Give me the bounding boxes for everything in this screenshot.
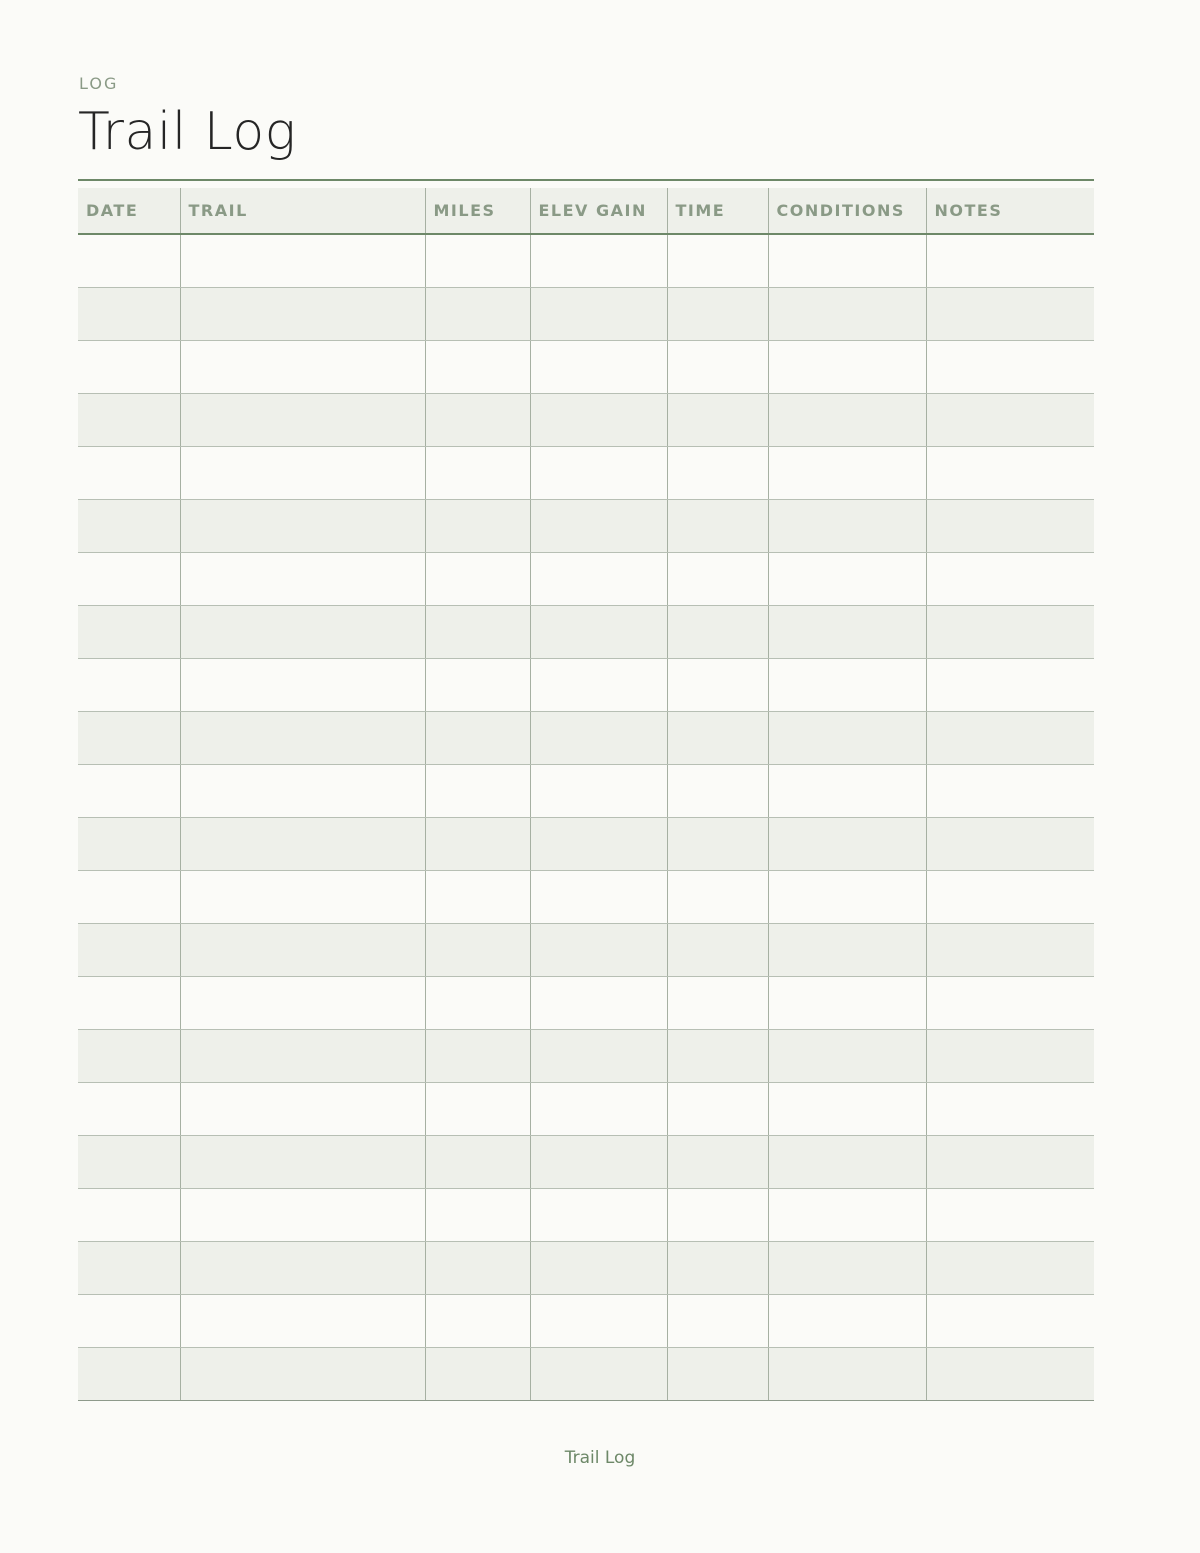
table-row (78, 764, 1094, 817)
cell-date[interactable] (78, 340, 180, 393)
cell-date[interactable] (78, 393, 180, 446)
page-footer: Trail Log (564, 1448, 636, 1468)
table-row (78, 976, 1094, 1029)
cell-trail[interactable] (180, 658, 425, 711)
cell-date[interactable] (78, 923, 180, 976)
cell-conditions[interactable] (768, 1029, 926, 1082)
cell-miles[interactable] (425, 1135, 530, 1188)
cell-time[interactable] (667, 393, 768, 446)
table-row (78, 870, 1094, 923)
cell-trail[interactable] (180, 764, 425, 817)
cell-miles[interactable] (425, 499, 530, 552)
cell-trail[interactable] (180, 1188, 425, 1241)
cell-trail[interactable] (180, 1294, 425, 1347)
cell-miles[interactable] (425, 605, 530, 658)
cell-trail[interactable] (180, 1347, 425, 1400)
cell-miles[interactable] (425, 923, 530, 976)
cell-trail[interactable] (180, 340, 425, 393)
cell-trail[interactable] (180, 870, 425, 923)
cell-conditions[interactable] (768, 923, 926, 976)
cell-trail[interactable] (180, 711, 425, 764)
cell-time[interactable] (667, 870, 768, 923)
title-divider (78, 179, 1094, 181)
cell-elev-gain[interactable] (530, 817, 667, 870)
cell-time[interactable] (667, 976, 768, 1029)
cell-time[interactable] (667, 234, 768, 287)
column-header-notes: NOTES (926, 188, 1094, 234)
cell-time[interactable] (667, 1082, 768, 1135)
cell-conditions[interactable] (768, 446, 926, 499)
cell-notes[interactable] (926, 234, 1094, 287)
cell-notes[interactable] (926, 393, 1094, 446)
cell-date[interactable] (78, 1294, 180, 1347)
cell-elev-gain[interactable] (530, 870, 667, 923)
cell-elev-gain[interactable] (530, 1135, 667, 1188)
cell-conditions[interactable] (768, 1082, 926, 1135)
cell-conditions[interactable] (768, 976, 926, 1029)
table-row (78, 1241, 1094, 1294)
cell-elev-gain[interactable] (530, 764, 667, 817)
cell-trail[interactable] (180, 287, 425, 340)
cell-conditions[interactable] (768, 658, 926, 711)
page-eyebrow: LOG (79, 74, 119, 93)
cell-miles[interactable] (425, 711, 530, 764)
cell-miles[interactable] (425, 234, 530, 287)
cell-date[interactable] (78, 446, 180, 499)
column-header-miles: MILES (425, 188, 530, 234)
table-row (78, 340, 1094, 393)
cell-elev-gain[interactable] (530, 287, 667, 340)
cell-miles[interactable] (425, 393, 530, 446)
cell-conditions[interactable] (768, 1294, 926, 1347)
table-row (78, 1029, 1094, 1082)
cell-notes[interactable] (926, 976, 1094, 1029)
cell-conditions[interactable] (768, 393, 926, 446)
table-row (78, 499, 1094, 552)
cell-miles[interactable] (425, 1082, 530, 1135)
cell-date[interactable] (78, 1029, 180, 1082)
table-row (78, 1188, 1094, 1241)
cell-notes[interactable] (926, 1082, 1094, 1135)
cell-date[interactable] (78, 976, 180, 1029)
cell-elev-gain[interactable] (530, 1294, 667, 1347)
cell-notes[interactable] (926, 764, 1094, 817)
cell-miles[interactable] (425, 340, 530, 393)
cell-miles[interactable] (425, 658, 530, 711)
page-title: Trail Log (78, 102, 297, 162)
cell-trail[interactable] (180, 1029, 425, 1082)
cell-date[interactable] (78, 764, 180, 817)
cell-elev-gain[interactable] (530, 340, 667, 393)
cell-notes[interactable] (926, 287, 1094, 340)
cell-conditions[interactable] (768, 817, 926, 870)
cell-notes[interactable] (926, 605, 1094, 658)
table-row (78, 817, 1094, 870)
cell-miles[interactable] (425, 870, 530, 923)
cell-time[interactable] (667, 711, 768, 764)
cell-trail[interactable] (180, 393, 425, 446)
cell-trail[interactable] (180, 234, 425, 287)
cell-notes[interactable] (926, 711, 1094, 764)
cell-elev-gain[interactable] (530, 446, 667, 499)
cell-trail[interactable] (180, 1241, 425, 1294)
cell-notes[interactable] (926, 1135, 1094, 1188)
cell-time[interactable] (667, 1294, 768, 1347)
table-row (78, 552, 1094, 605)
cell-trail[interactable] (180, 499, 425, 552)
cell-notes[interactable] (926, 340, 1094, 393)
cell-trail[interactable] (180, 976, 425, 1029)
cell-trail[interactable] (180, 1082, 425, 1135)
cell-date[interactable] (78, 1347, 180, 1400)
cell-trail[interactable] (180, 817, 425, 870)
column-header-elev-gain: ELEV GAIN (530, 188, 667, 234)
cell-trail[interactable] (180, 552, 425, 605)
cell-elev-gain[interactable] (530, 1029, 667, 1082)
table-row (78, 658, 1094, 711)
table-row (78, 923, 1094, 976)
cell-time[interactable] (667, 658, 768, 711)
cell-miles[interactable] (425, 1294, 530, 1347)
cell-miles[interactable] (425, 1188, 530, 1241)
cell-time[interactable] (667, 923, 768, 976)
cell-time[interactable] (667, 446, 768, 499)
column-header-trail: TRAIL (180, 188, 425, 234)
table-row (78, 605, 1094, 658)
cell-elev-gain[interactable] (530, 393, 667, 446)
cell-date[interactable] (78, 711, 180, 764)
cell-conditions[interactable] (768, 1188, 926, 1241)
cell-date[interactable] (78, 605, 180, 658)
cell-notes[interactable] (926, 817, 1094, 870)
cell-date[interactable] (78, 1082, 180, 1135)
table-row (78, 1294, 1094, 1347)
table-header-row (78, 188, 1094, 234)
cell-date[interactable] (78, 552, 180, 605)
trail-log-table (78, 188, 1094, 1401)
cell-date[interactable] (78, 1135, 180, 1188)
cell-conditions[interactable] (768, 287, 926, 340)
cell-conditions[interactable] (768, 234, 926, 287)
cell-elev-gain[interactable] (530, 1241, 667, 1294)
cell-time[interactable] (667, 499, 768, 552)
cell-time[interactable] (667, 1241, 768, 1294)
table-row (78, 1135, 1094, 1188)
table-row (78, 711, 1094, 764)
cell-miles[interactable] (425, 764, 530, 817)
cell-notes[interactable] (926, 1294, 1094, 1347)
cell-notes[interactable] (926, 923, 1094, 976)
cell-time[interactable] (667, 764, 768, 817)
table-body (78, 234, 1094, 1400)
cell-date[interactable] (78, 870, 180, 923)
cell-notes[interactable] (926, 1347, 1094, 1400)
cell-miles[interactable] (425, 446, 530, 499)
cell-elev-gain[interactable] (530, 605, 667, 658)
table-row (78, 393, 1094, 446)
cell-trail[interactable] (180, 605, 425, 658)
cell-date[interactable] (78, 658, 180, 711)
cell-elev-gain[interactable] (530, 711, 667, 764)
cell-elev-gain[interactable] (530, 552, 667, 605)
table-row (78, 446, 1094, 499)
cell-elev-gain[interactable] (530, 1347, 667, 1400)
cell-miles[interactable] (425, 817, 530, 870)
cell-conditions[interactable] (768, 340, 926, 393)
column-header-conditions: CONDITIONS (768, 188, 926, 234)
table-row (78, 234, 1094, 287)
cell-conditions[interactable] (768, 499, 926, 552)
cell-elev-gain[interactable] (530, 1188, 667, 1241)
cell-date[interactable] (78, 1188, 180, 1241)
cell-elev-gain[interactable] (530, 658, 667, 711)
table-row (78, 1082, 1094, 1135)
cell-conditions[interactable] (768, 1347, 926, 1400)
cell-miles[interactable] (425, 1241, 530, 1294)
table-row (78, 1347, 1094, 1400)
cell-time[interactable] (667, 605, 768, 658)
cell-conditions[interactable] (768, 764, 926, 817)
cell-conditions[interactable] (768, 1135, 926, 1188)
cell-elev-gain[interactable] (530, 1082, 667, 1135)
cell-conditions[interactable] (768, 1241, 926, 1294)
cell-time[interactable] (667, 1347, 768, 1400)
cell-miles[interactable] (425, 976, 530, 1029)
cell-date[interactable] (78, 234, 180, 287)
cell-notes[interactable] (926, 552, 1094, 605)
cell-notes[interactable] (926, 499, 1094, 552)
cell-time[interactable] (667, 1188, 768, 1241)
cell-conditions[interactable] (768, 711, 926, 764)
cell-date[interactable] (78, 817, 180, 870)
cell-conditions[interactable] (768, 870, 926, 923)
cell-miles[interactable] (425, 287, 530, 340)
table-row (78, 287, 1094, 340)
cell-miles[interactable] (425, 552, 530, 605)
cell-time[interactable] (667, 552, 768, 605)
cell-date[interactable] (78, 287, 180, 340)
cell-time[interactable] (667, 1029, 768, 1082)
cell-elev-gain[interactable] (530, 499, 667, 552)
cell-notes[interactable] (926, 1029, 1094, 1082)
cell-notes[interactable] (926, 658, 1094, 711)
cell-time[interactable] (667, 287, 768, 340)
cell-notes[interactable] (926, 1188, 1094, 1241)
cell-conditions[interactable] (768, 552, 926, 605)
cell-time[interactable] (667, 340, 768, 393)
column-header-time: TIME (667, 188, 768, 234)
cell-date[interactable] (78, 499, 180, 552)
cell-conditions[interactable] (768, 605, 926, 658)
column-header-date: DATE (78, 188, 180, 234)
cell-trail[interactable] (180, 446, 425, 499)
cell-time[interactable] (667, 1135, 768, 1188)
cell-miles[interactable] (425, 1029, 530, 1082)
cell-elev-gain[interactable] (530, 976, 667, 1029)
cell-miles[interactable] (425, 1347, 530, 1400)
cell-notes[interactable] (926, 1241, 1094, 1294)
cell-elev-gain[interactable] (530, 234, 667, 287)
cell-time[interactable] (667, 817, 768, 870)
cell-notes[interactable] (926, 870, 1094, 923)
cell-trail[interactable] (180, 1135, 425, 1188)
cell-notes[interactable] (926, 446, 1094, 499)
cell-trail[interactable] (180, 923, 425, 976)
cell-date[interactable] (78, 1241, 180, 1294)
cell-elev-gain[interactable] (530, 923, 667, 976)
